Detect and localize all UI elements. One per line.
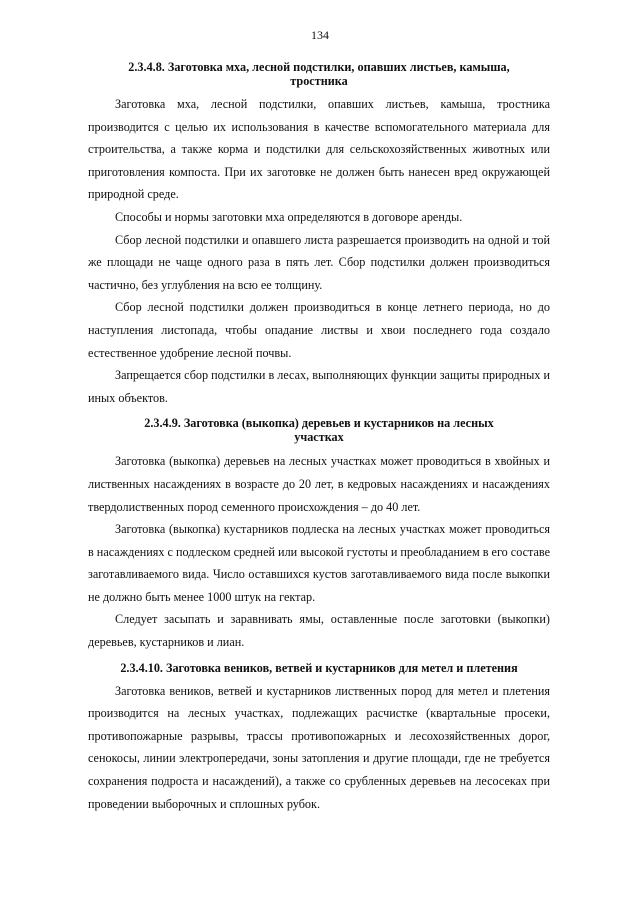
paragraph: Запрещается сбор подстилки в лесах, выполняющих функции защиты природных и иных объектов. bbox=[88, 368, 550, 405]
section-2-3-4-8 bbox=[88, 60, 550, 409]
section-2-3-4-10 bbox=[88, 661, 550, 816]
section-heading: 2.3.4.9. Заготовка (выкопка) деревьев и кустарников на лесных участках bbox=[144, 416, 494, 445]
section-2-3-4-9 bbox=[88, 416, 550, 653]
paragraph: Сбор лесной подстилки должен производиться в конце летнего периода, но до наступления листопада, чтобы опадание листвы и хвои последнего года создало естественное удобрение лесной почвы. bbox=[88, 300, 550, 360]
page-content bbox=[88, 60, 550, 815]
paragraph: Заготовка мха, лесной подстилки, опавших листьев, камыша, тростника производится с целью их использования в качестве вспомогательного материала для строительства, а также корма и подстилки для сельскохозяйственных животных или приготовления компоста. При их заготовке не должен быть нанесен вред окружающей природной среде. bbox=[88, 97, 550, 202]
paragraph: Способы и нормы заготовки мха определяются в договоре аренды. bbox=[115, 209, 463, 224]
paragraph: Заготовка (выкопка) кустарников подлеска на лесных участках может проводиться в насаждениях с подлеском средней или высокой густоты и преобладанием в его составе заготавливаемого вида. Число оставшихся кустов заготавливаемого вида после выкопки не должно быть менее 1000 штук на гектар. bbox=[88, 522, 550, 604]
paragraph: Заготовка (выкопка) деревьев на лесных участках может проводиться в хвойных и лиственных насаждениях в возрасте до 20 лет, в кедровых насаждениях и насаждениях твердолиственных пород семенного происхождения – до 40 лет. bbox=[88, 454, 550, 514]
paragraph: Сбор лесной подстилки и опавшего листа разрешается производить на одной и той же площади не чаще одного раза в пять лет. Сбор подстилки должен производиться частично, без углубления на всю ее толщину. bbox=[88, 232, 550, 292]
paragraph: Заготовка веников, ветвей и кустарников лиственных пород для метел и плетения производится на лесных участках, подлежащих расчистке (квартальные просеки, противопожарные разрывы, трассы противопожарных и лесохозяйственных дорог, сенокосы, линии электропередачи, зоны затопления и другие площади, где не требуется сохранения подроста и насаждений), а также со срубленных деревьев на лесосеках при проведении выборочных и сплошных рубок. bbox=[88, 683, 550, 811]
section-heading: 2.3.4.10. Заготовка веников, ветвей и кустарников для метел и плетения bbox=[120, 660, 518, 675]
page-number: 134 bbox=[311, 28, 329, 42]
section-heading: 2.3.4.8. Заготовка мха, лесной подстилки, опавших листьев, камыша, тростника bbox=[128, 60, 510, 88]
paragraph: Следует засыпать и заравнивать ямы, оставленные после заготовки (выкопки) деревьев, кустарников и лиан. bbox=[88, 612, 550, 650]
